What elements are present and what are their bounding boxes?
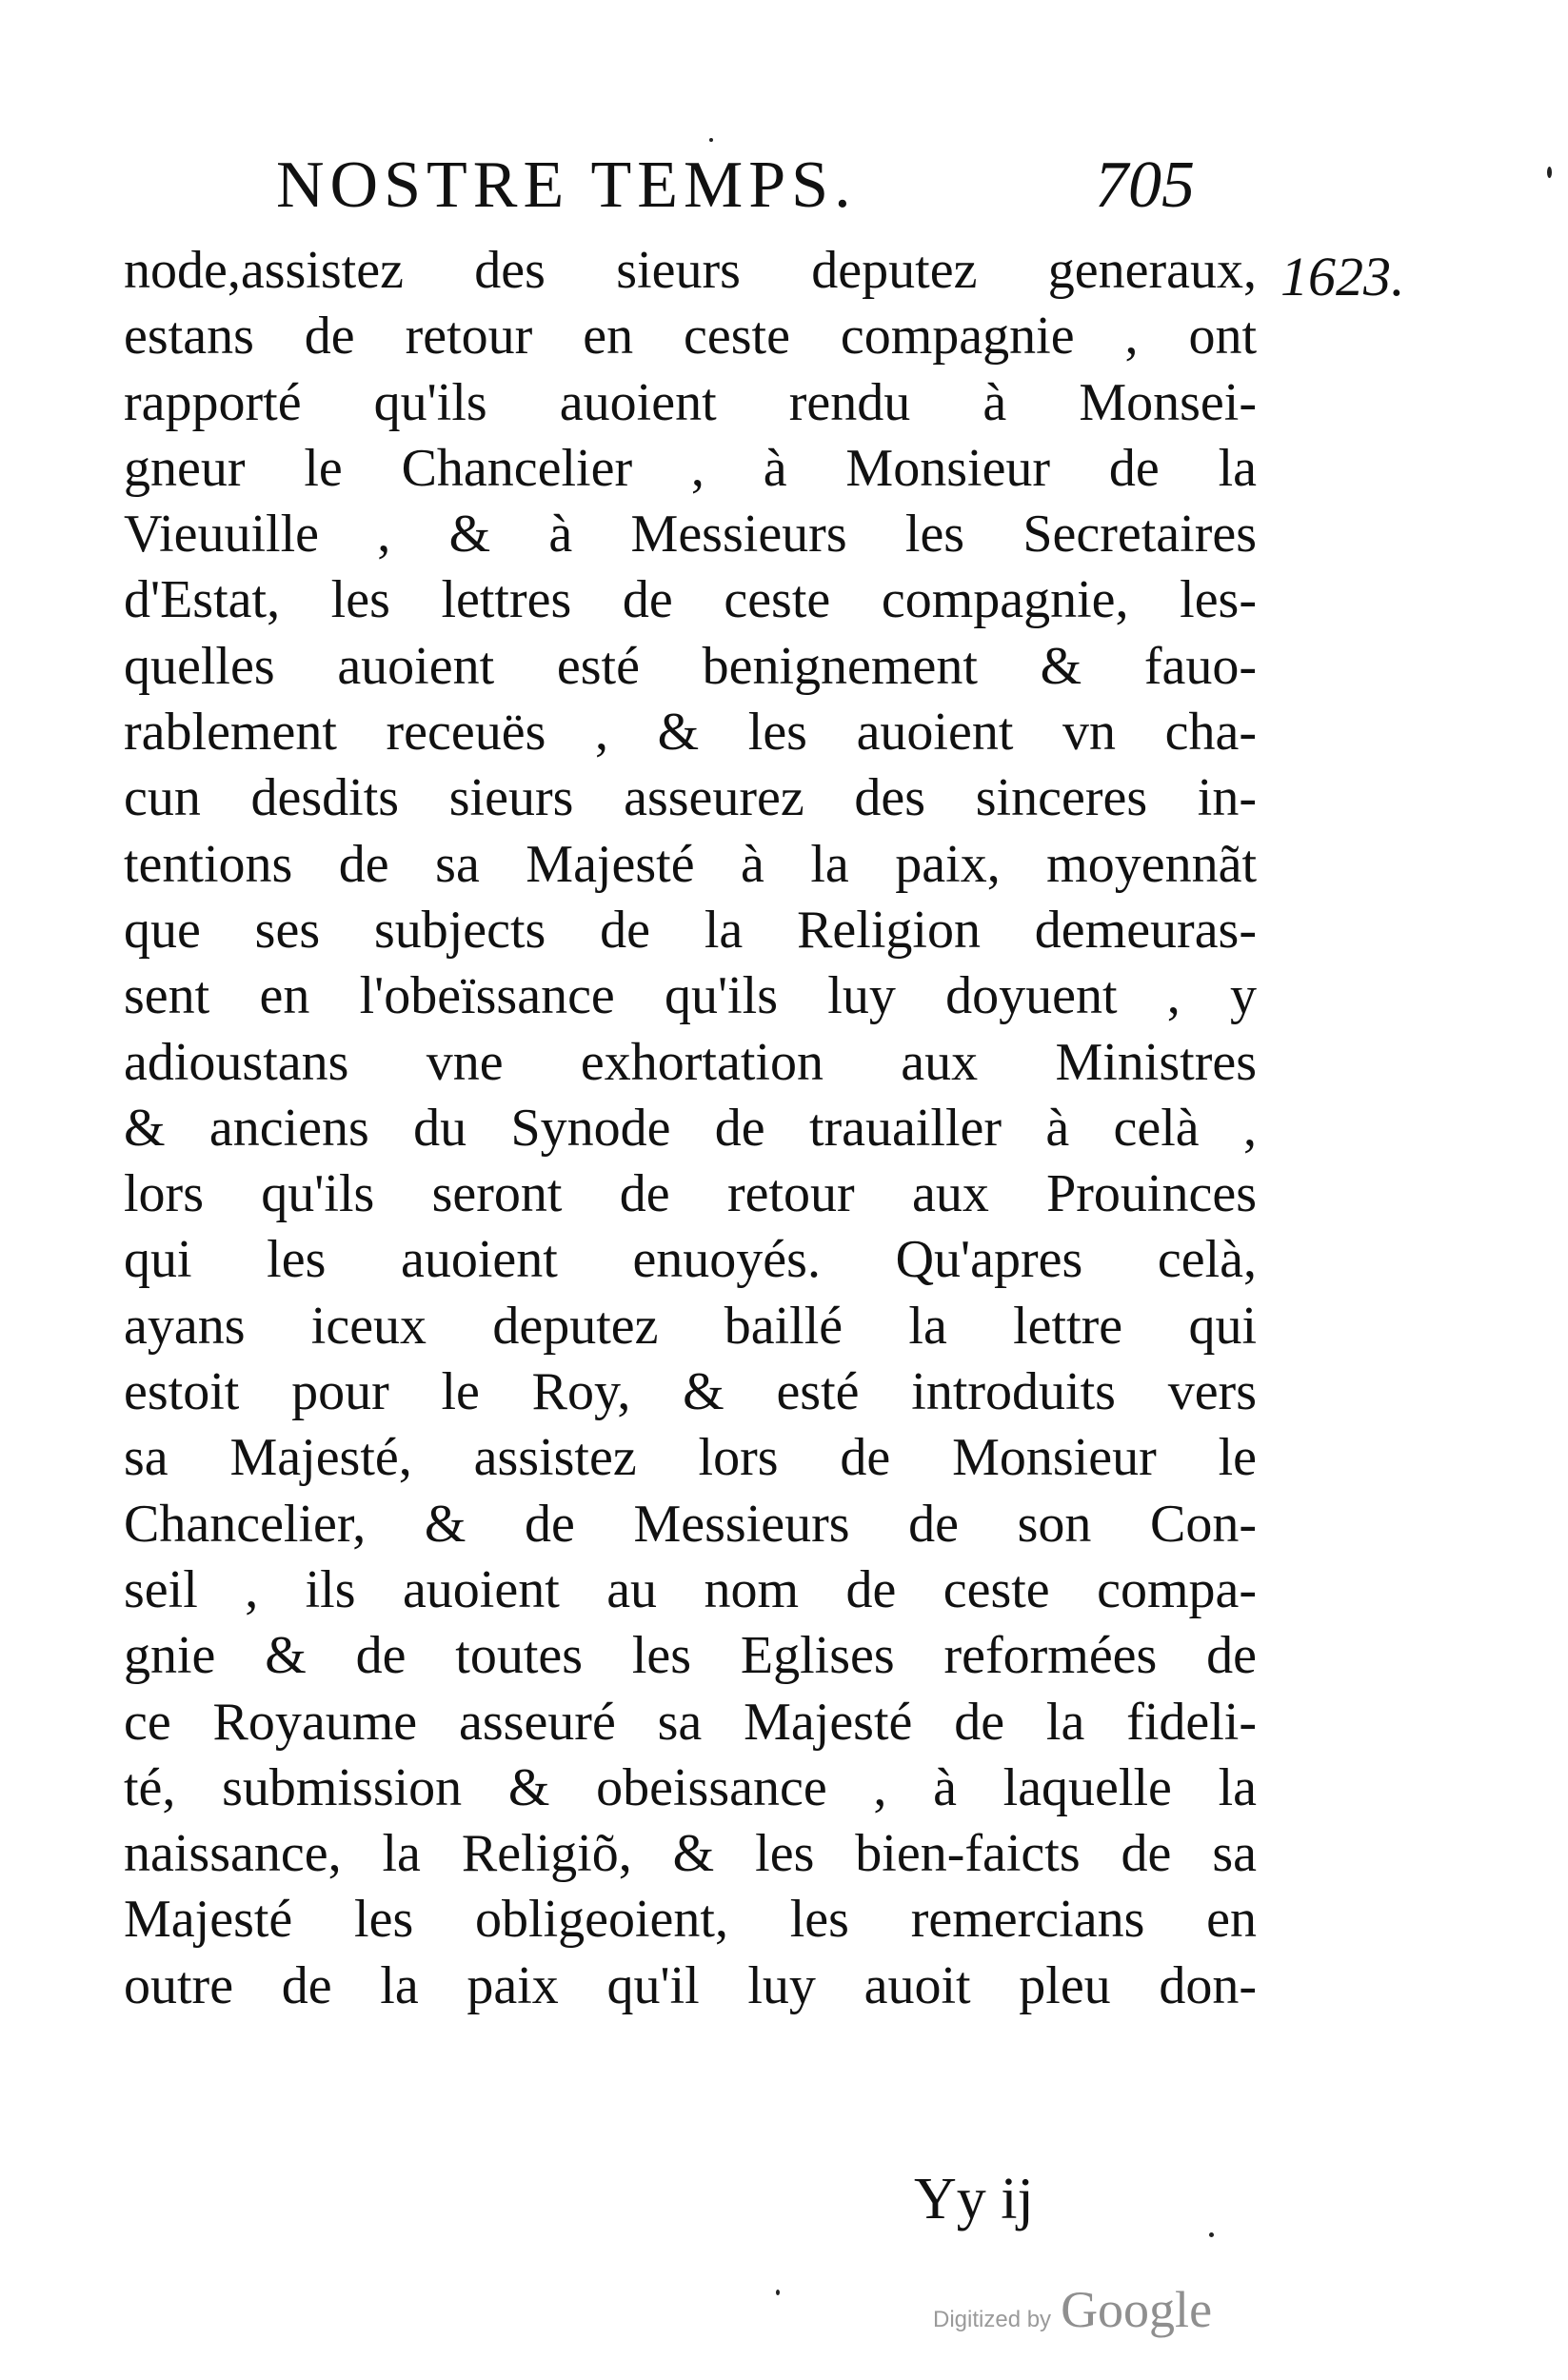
text-line: d'Estat, les lettres de ceste compagnie, les-: [124, 570, 1257, 630]
text-line: rablement receuës , & les auoient vn cha-: [124, 703, 1257, 763]
text-line: outre de la paix qu'il luy auoit pleu don-: [124, 1955, 1257, 2015]
scan-speck: [1209, 2232, 1214, 2237]
text-line: gnie & de toutes les Eglises reformées de: [124, 1626, 1257, 1686]
google-logo: Google: [1061, 2281, 1213, 2338]
signature-catchword: Yy ij: [914, 2167, 1034, 2231]
text-line: Vieuuille , & à Messieurs les Secretaires: [124, 505, 1257, 565]
text-line: seil , ils auoient au nom de ceste compa-: [124, 1559, 1257, 1619]
scan-speck: [709, 138, 713, 142]
scan-speck: [1547, 167, 1552, 178]
body-text: [124, 238, 1257, 2019]
text-line: sa Majesté, assistez lors de Monsieur le: [124, 1428, 1257, 1488]
running-title: NOSTRE TEMPS.: [276, 149, 857, 222]
text-line: estans de retour en ceste compagnie , ont: [124, 307, 1257, 367]
text-line: sent en l'obeïssance qu'ils luy doyuent , y: [124, 966, 1257, 1026]
text-line: tentions de sa Majesté à la paix, moyennãt: [124, 834, 1257, 894]
text-line: quelles auoient esté benignement & fauo-: [124, 636, 1257, 696]
text-line: té, submission & obeissance , à laquelle la: [124, 1757, 1257, 1817]
page-header: [276, 143, 1228, 228]
text-line: que ses subjects de la Religion demeuras-: [124, 900, 1257, 960]
text-line: lors qu'ils seront de retour aux Prouinces: [124, 1164, 1257, 1224]
text-line: adioustans vne exhortation aux Ministres: [124, 1032, 1257, 1092]
margin-year-note: 1623.: [1280, 246, 1405, 307]
text-line: naissance, la Religiõ, & les bien-faicts de sa: [124, 1824, 1257, 1884]
digitization-watermark: [933, 2280, 1212, 2337]
text-line: ayans iceux deputez baillé la lettre qui: [124, 1296, 1257, 1356]
scan-speck: [776, 2290, 780, 2295]
text-line: qui les auoient enuoyés. Qu'apres celà,: [124, 1230, 1257, 1290]
text-line: node,assistez des sieurs deputez generaux,: [124, 241, 1257, 300]
text-line: & anciens du Synode de trauailler à celà ,: [124, 1098, 1257, 1158]
text-line: gneur le Chancelier , à Monsieur de la: [124, 438, 1257, 498]
text-line: estoit pour le Roy, & esté introduits vers: [124, 1362, 1257, 1422]
text-line: cun desdits sieurs asseurez des sinceres in-: [124, 768, 1257, 828]
text-line: Chancelier, & de Messieurs de son Con-: [124, 1494, 1257, 1554]
text-line: Majesté les obligeoient, les remercians en: [124, 1890, 1257, 1950]
page-number: 705: [1095, 149, 1195, 222]
text-line: ce Royaume asseuré sa Majesté de la fideli-: [124, 1692, 1257, 1752]
text-line: rapporté qu'ils auoient rendu à Monsei-: [124, 372, 1257, 432]
watermark-prefix: Digitized by: [933, 2307, 1052, 2332]
